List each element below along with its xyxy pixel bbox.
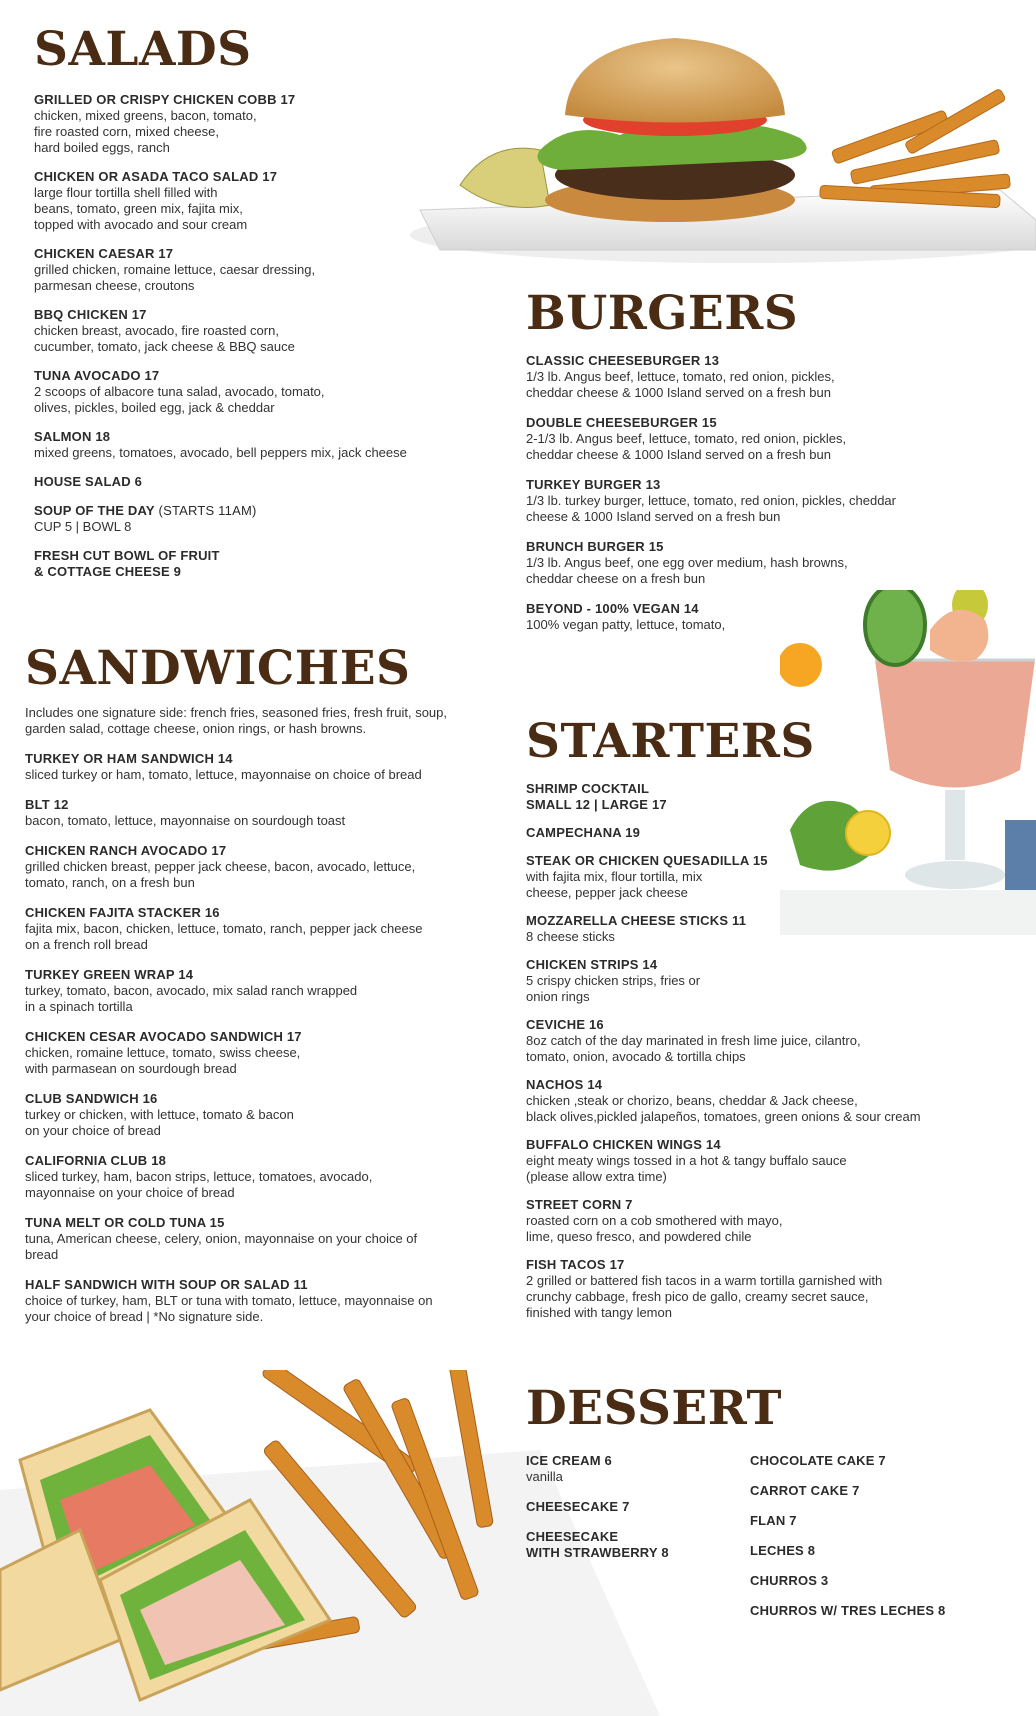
menu-item-title: CARROT CAKE 7 xyxy=(750,1483,860,1498)
menu-item-description: 2 grilled or battered fish tacos in a warm tortilla garnished with crunchy cabbage, fresh pico de gallo, creamy secret sauce, finished with tangy lemon xyxy=(526,1273,883,1320)
menu-item-description: mixed greens, tomatoes, avocado, bell peppers mix, jack cheese xyxy=(34,445,407,460)
menu-item-name xyxy=(34,368,484,384)
menu-item xyxy=(750,1453,1030,1469)
menu-item-name xyxy=(25,905,515,921)
menu-item-description: eight meaty wings tossed in a hot & tangy buffalo sauce (please allow extra time) xyxy=(526,1153,847,1184)
menu-item-name xyxy=(34,548,484,580)
menu-item-title: TURKEY OR HAM SANDWICH 14 xyxy=(25,751,233,766)
menu-item-description: 1/3 lb. turkey burger, lettuce, tomato, red onion, pickles, cheddar cheese & 1000 Island served on a fresh bun xyxy=(526,493,896,524)
menu-item-name xyxy=(526,957,1026,973)
menu-item xyxy=(34,307,484,355)
menu-item-description: chicken breast, avocado, fire roasted corn, cucumber, tomato, jack cheese & BBQ sauce xyxy=(34,323,295,354)
menu-item xyxy=(526,1453,746,1485)
menu-item-title: SALMON 18 xyxy=(34,429,111,444)
menu-item-title: CHEESECAKE 7 xyxy=(526,1499,630,1514)
menu-item-title: FISH TACOS 17 xyxy=(526,1257,625,1272)
menu-item-name xyxy=(750,1483,1030,1499)
starters-title: STARTERS xyxy=(526,714,815,769)
menu-item-title: FLAN 7 xyxy=(750,1513,797,1528)
menu-item-name xyxy=(25,797,515,813)
menu-item-name xyxy=(526,1499,746,1515)
menu-item-name xyxy=(750,1573,1030,1589)
menu-item-description: 2-1/3 lb. Angus beef, lettuce, tomato, red onion, pickles, cheddar cheese & 1000 Island served on a fresh bun xyxy=(526,431,847,462)
menu-item xyxy=(25,843,515,891)
menu-item xyxy=(25,1277,515,1325)
menu-item-title: CLUB SANDWICH 16 xyxy=(25,1091,158,1106)
menu-item xyxy=(34,429,484,461)
menu-item-name xyxy=(526,1137,1026,1153)
salads-list xyxy=(34,92,484,593)
menu-item-title: DOUBLE CHEESEBURGER 15 xyxy=(526,415,717,430)
menu-item xyxy=(34,474,484,490)
menu-item-name xyxy=(34,307,484,323)
menu-item-description: with fajita mix, flour tortilla, mix cheese, pepper jack cheese xyxy=(526,869,703,900)
menu-item-description: choice of turkey, ham, BLT or tuna with tomato, lettuce, mayonnaise on your choice of bread | *No signature side. xyxy=(25,1293,433,1324)
menu-item-name xyxy=(25,843,515,859)
menu-item-name xyxy=(526,825,1026,841)
menu-item xyxy=(750,1573,1030,1589)
menu-item-name xyxy=(526,781,1026,813)
menu-item-name xyxy=(526,601,1026,617)
menu-item-title: HOUSE SALAD 6 xyxy=(34,474,143,489)
menu-item-name xyxy=(526,853,1026,869)
menu-item-name xyxy=(750,1513,1030,1529)
menu-item-title: CHICKEN FAJITA STACKER 16 xyxy=(25,905,220,920)
menu-item-name xyxy=(34,474,484,490)
menu-item-title: CEVICHE 16 xyxy=(526,1017,604,1032)
menu-item-title: CHURROS W/ TRES LECHES 8 xyxy=(750,1603,946,1618)
menu-item xyxy=(750,1603,1030,1619)
menu-item-name xyxy=(750,1453,1030,1469)
menu-item-title: TURKEY BURGER 13 xyxy=(526,477,661,492)
menu-item-title: BUFFALO CHICKEN WINGS 14 xyxy=(526,1137,721,1152)
menu-item xyxy=(34,548,484,580)
menu-item-name xyxy=(34,429,484,445)
menu-item xyxy=(25,1215,515,1263)
menu-item-name xyxy=(25,751,515,767)
menu-item-title: CHOCOLATE CAKE 7 xyxy=(750,1453,886,1468)
menu-item-title: LECHES 8 xyxy=(750,1543,816,1558)
menu-item-name xyxy=(25,1029,515,1045)
menu-item xyxy=(526,415,1026,463)
menu-item xyxy=(526,1529,746,1561)
menu-item-title: SHRIMP COCKTAIL SMALL 12 | LARGE 17 xyxy=(526,781,667,812)
menu-item-description: grilled chicken, romaine lettuce, caesar dressing, parmesan cheese, croutons xyxy=(34,262,316,293)
menu-item-description: tuna, American cheese, celery, onion, mayonnaise on your choice of bread xyxy=(25,1231,418,1262)
menu-item-title: CHEESECAKE WITH STRAWBERRY 8 xyxy=(526,1529,669,1560)
menu-item xyxy=(526,781,1026,813)
menu-item-title: ICE CREAM 6 xyxy=(526,1453,612,1468)
menu-item-title: NACHOS 14 xyxy=(526,1077,603,1092)
menu-item xyxy=(526,1137,1026,1185)
menu-item-name xyxy=(34,169,484,185)
menu-item-note: (STARTS 11AM) xyxy=(154,503,257,518)
menu-item-description: bacon, tomato, lettuce, mayonnaise on sourdough toast xyxy=(25,813,346,828)
menu-item-description: turkey or chicken, with lettuce, tomato & bacon on your choice of bread xyxy=(25,1107,294,1138)
sandwiches-list xyxy=(25,705,515,1339)
menu-item xyxy=(526,957,1026,1005)
menu-item xyxy=(25,1153,515,1201)
menu-item xyxy=(526,913,1026,945)
sandwiches-intro: Includes one signature side: french fries, seasoned fries, fresh fruit, soup, garden salad, cottage cheese, onion rings, or hash browns. xyxy=(25,705,448,736)
menu-item-description: 2 scoops of albacore tuna salad, avocado, tomato, olives, pickles, boiled egg, jack & cheddar xyxy=(34,384,325,415)
menu-item xyxy=(34,368,484,416)
burgers-list xyxy=(526,353,1026,647)
menu-item-name xyxy=(526,1017,1026,1033)
menu-item xyxy=(750,1483,1030,1499)
menu-item-title: MOZZARELLA CHEESE STICKS 11 xyxy=(526,913,747,928)
menu-item xyxy=(526,853,1026,901)
dessert-title: DESSERT xyxy=(526,1381,782,1436)
menu-item xyxy=(526,825,1026,841)
menu-item-name xyxy=(526,353,1026,369)
menu-item-title: CLASSIC CHEESEBURGER 13 xyxy=(526,353,720,368)
menu-item-description: large flour tortilla shell filled with beans, tomato, green mix, fajita mix, topped with avocado and sour cream xyxy=(34,185,248,232)
dessert-left-list xyxy=(526,1453,746,1575)
menu-item-title: CHICKEN RANCH AVOCADO 17 xyxy=(25,843,227,858)
menu-item xyxy=(526,1077,1026,1125)
menu-item-description: vanilla xyxy=(526,1469,563,1484)
menu-item-description: 8 cheese sticks xyxy=(526,929,615,944)
menu-item-title: CALIFORNIA CLUB 18 xyxy=(25,1153,167,1168)
menu-item-name xyxy=(25,1153,515,1169)
menu-item xyxy=(34,92,484,156)
menu-item-name xyxy=(34,503,484,519)
menu-item-title: CHICKEN STRIPS 14 xyxy=(526,957,658,972)
menu-item-title: CHURROS 3 xyxy=(750,1573,829,1588)
menu-item-description: sliced turkey, ham, bacon strips, lettuce, tomatoes, avocado, mayonnaise on your choice of bread xyxy=(25,1169,373,1200)
menu-item-description: CUP 5 | BOWL 8 xyxy=(34,519,132,534)
menu-item-name xyxy=(526,477,1026,493)
menu-item-title: BEYOND - 100% VEGAN 14 xyxy=(526,601,699,616)
menu-item-name xyxy=(526,1077,1026,1093)
menu-item-name xyxy=(34,92,484,108)
menu-item-title: BLT 12 xyxy=(25,797,69,812)
menu-item-description: 100% vegan patty, lettuce, tomato, xyxy=(526,617,726,632)
menu-item-name xyxy=(25,967,515,983)
menu-item-description: grilled chicken breast, pepper jack cheese, bacon, avocado, lettuce, tomato, ranch, on a fresh bun xyxy=(25,859,416,890)
menu-item-name xyxy=(526,1453,746,1469)
menu-item-description: sliced turkey or ham, tomato, lettuce, mayonnaise on choice of bread xyxy=(25,767,422,782)
menu-item-title: CAMPECHANA 19 xyxy=(526,825,641,840)
menu-item-name xyxy=(750,1543,1030,1559)
burgers-title: BURGERS xyxy=(526,286,799,341)
menu-item xyxy=(34,169,484,233)
menu-item xyxy=(25,1029,515,1077)
menu-item-name xyxy=(25,1215,515,1231)
menu-item-title: STEAK OR CHICKEN QUESADILLA 15 xyxy=(526,853,768,868)
menu-item-description: 8oz catch of the day marinated in fresh lime juice, cilantro, tomato, onion, avocado & tortilla chips xyxy=(526,1033,861,1064)
menu-item-name xyxy=(25,1091,515,1107)
menu-item-title: CHICKEN CAESAR 17 xyxy=(34,246,174,261)
menu-item xyxy=(526,601,1026,633)
menu-item xyxy=(25,1091,515,1139)
menu-item-name xyxy=(34,246,484,262)
menu-item-name xyxy=(526,1529,746,1561)
menu-item-title: HALF SANDWICH WITH SOUP OR SALAD 11 xyxy=(25,1277,308,1292)
dessert-right-list xyxy=(750,1453,1030,1633)
menu-item xyxy=(526,477,1026,525)
menu-item-name xyxy=(526,539,1026,555)
menu-item-description: chicken ,steak or chorizo, beans, cheddar & Jack cheese, black olives,pickled jalapeños, tomatoes, green onions & sour cream xyxy=(526,1093,921,1124)
menu-item-description: 1/3 lb. Angus beef, lettuce, tomato, red onion, pickles, cheddar cheese & 1000 Island served on a fresh bun xyxy=(526,369,835,400)
menu-item-description: chicken, mixed greens, bacon, tomato, fire roasted corn, mixed cheese, hard boiled eggs, ranch xyxy=(34,108,257,155)
menu-item-title: SOUP OF THE DAY xyxy=(34,503,155,518)
menu-item-description: roasted corn on a cob smothered with mayo, lime, queso fresco, and powdered chile xyxy=(526,1213,783,1244)
menu-item xyxy=(526,353,1026,401)
menu-item-title: TUNA AVOCADO 17 xyxy=(34,368,160,383)
menu-item-title: CHICKEN CESAR AVOCADO SANDWICH 17 xyxy=(25,1029,302,1044)
menu-item-title: STREET CORN 7 xyxy=(526,1197,633,1212)
salads-title: SALADS xyxy=(34,22,252,77)
menu-item-description: fajita mix, bacon, chicken, lettuce, tomato, ranch, pepper jack cheese on a french roll bread xyxy=(25,921,423,952)
menu-item-description: 1/3 lb. Angus beef, one egg over medium, hash browns, cheddar cheese on a fresh bun xyxy=(526,555,848,586)
menu-item-title: TURKEY GREEN WRAP 14 xyxy=(25,967,194,982)
menu-item xyxy=(526,1257,1026,1321)
menu-item-description: 5 crispy chicken strips, fries or onion rings xyxy=(526,973,701,1004)
menu-item-title: TUNA MELT OR COLD TUNA 15 xyxy=(25,1215,225,1230)
menu-item-name xyxy=(526,1197,1026,1213)
menu-item xyxy=(526,539,1026,587)
menu-item xyxy=(34,246,484,294)
menu-item xyxy=(750,1543,1030,1559)
menu-item-name xyxy=(526,913,1026,929)
menu-item xyxy=(526,1017,1026,1065)
menu-item-name xyxy=(750,1603,1030,1619)
menu-item-name xyxy=(526,1257,1026,1273)
menu-item-description: turkey, tomato, bacon, avocado, mix salad ranch wrapped in a spinach tortilla xyxy=(25,983,358,1014)
menu-item xyxy=(750,1513,1030,1529)
menu-item xyxy=(25,797,515,829)
menu-item xyxy=(526,1197,1026,1245)
menu-item-name xyxy=(526,415,1026,431)
menu-item-title: BRUNCH BURGER 15 xyxy=(526,539,664,554)
menu-item-title: BBQ CHICKEN 17 xyxy=(34,307,147,322)
menu-item xyxy=(25,751,515,783)
sandwiches-title: SANDWICHES xyxy=(25,641,411,696)
menu-item xyxy=(34,503,484,535)
menu-item-description: chicken, romaine lettuce, tomato, swiss cheese, with parmasean on sourdough bread xyxy=(25,1045,301,1076)
menu-item xyxy=(526,1499,746,1515)
menu-item-title: CHICKEN OR ASADA TACO SALAD 17 xyxy=(34,169,278,184)
menu-item-title: FRESH CUT BOWL OF FRUIT & COTTAGE CHEESE 9 xyxy=(34,548,220,579)
burger-photo xyxy=(400,20,1036,270)
menu-item-name xyxy=(25,1277,515,1293)
starters-list xyxy=(526,781,1026,1333)
menu-item xyxy=(25,905,515,953)
menu-item-title: GRILLED OR CRISPY CHICKEN COBB 17 xyxy=(34,92,296,107)
menu-item xyxy=(25,967,515,1015)
